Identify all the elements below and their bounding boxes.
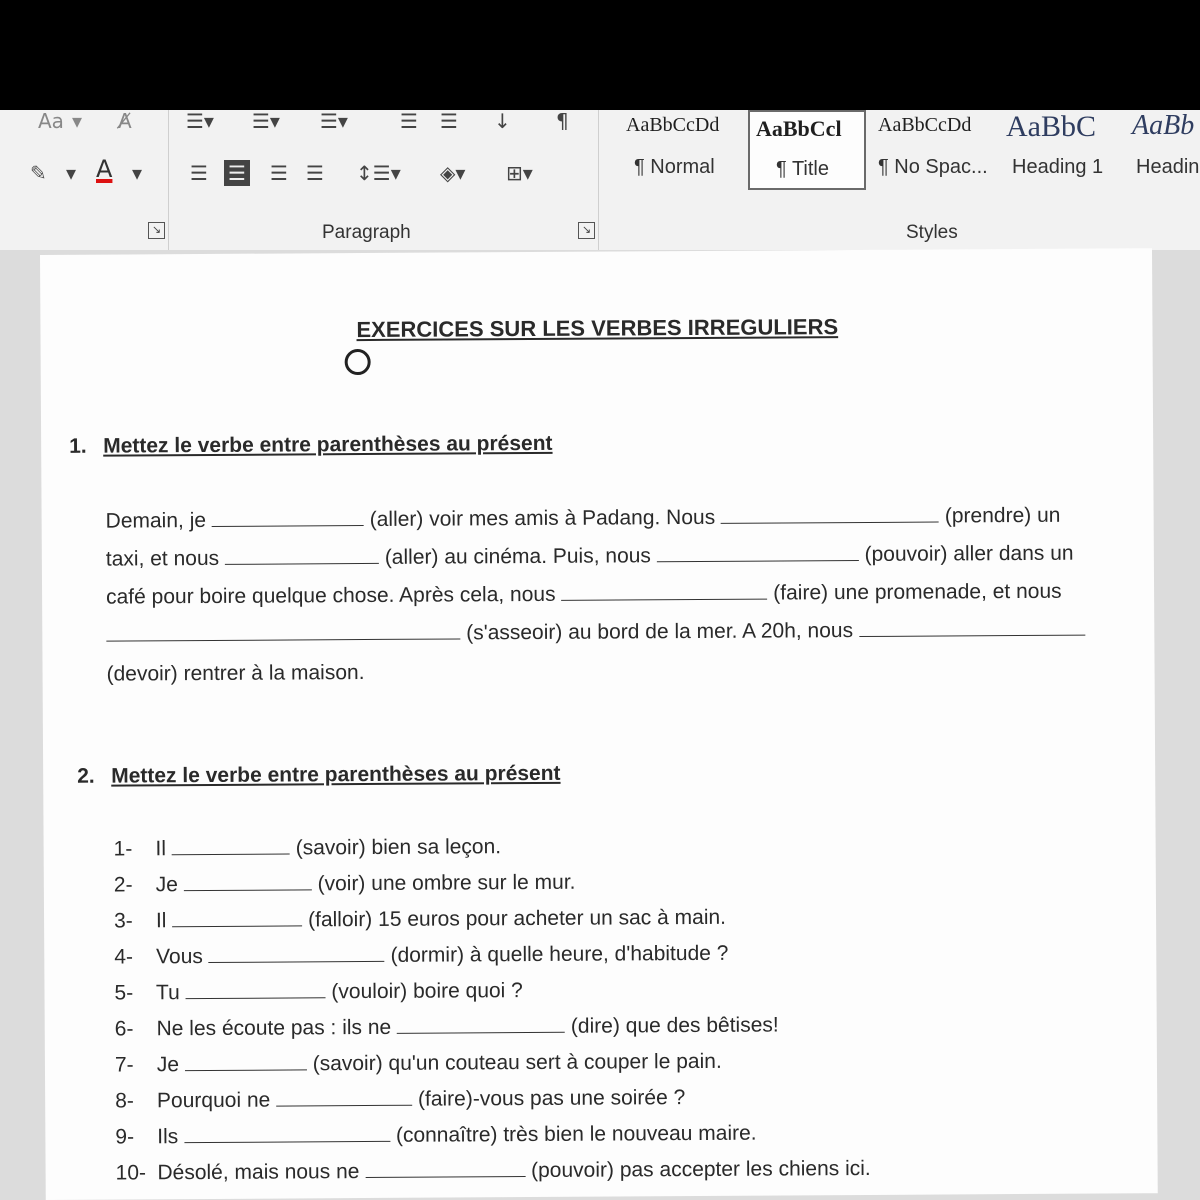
answer-blank[interactable]: [276, 1087, 412, 1107]
answer-blank[interactable]: [225, 545, 379, 565]
list-item: [115, 1013, 779, 1042]
justify-icon[interactable]: ☰: [306, 161, 324, 185]
answer-blank[interactable]: [209, 943, 385, 963]
numbering-icon[interactable]: ☰▾: [252, 109, 280, 133]
item-number: 5-: [114, 981, 134, 1005]
line-spacing-icon[interactable]: ↕☰▾: [356, 161, 401, 185]
ribbon: [0, 110, 1200, 251]
text: café pour boire quelque chose. Après cela, nous: [106, 582, 556, 609]
text: (aller) au cinéma. Puis, nous: [384, 544, 651, 569]
text: taxi, et nous: [105, 546, 220, 571]
exercise2-heading: Mettez le verbe entre parenthèses au présent: [111, 761, 561, 788]
dropdown-arrow-icon[interactable]: ▾: [132, 161, 143, 185]
style-normal[interactable]: [620, 110, 742, 190]
style-title[interactable]: [748, 110, 866, 190]
shading-icon[interactable]: ◈▾: [440, 161, 466, 185]
style-heading-2[interactable]: [1126, 110, 1200, 190]
multilevel-list-icon[interactable]: ☰▾: [320, 109, 348, 133]
item-subject: Ne les écoute pas : ils ne: [156, 1015, 392, 1041]
exercise1-line-4: [106, 617, 1085, 648]
style-name: ¶ Normal: [634, 156, 715, 178]
exercise1-line-5: [106, 661, 364, 687]
document-title: EXERCICES SUR LES VERBES IRREGULIERS: [356, 314, 839, 343]
paragraph-group-label: Paragraph: [322, 222, 411, 243]
item-rest: (vouloir) boire quoi ?: [331, 979, 523, 1004]
exercise1-line-1: [106, 503, 1061, 534]
item-subject: Ils: [157, 1125, 179, 1149]
item-rest: (voir) une ombre sur le mur.: [317, 870, 576, 896]
answer-blank[interactable]: [721, 504, 939, 524]
item-number: 2-: [113, 873, 133, 897]
align-center-icon[interactable]: ☰: [224, 160, 250, 186]
list-item: [114, 905, 726, 934]
font-dialog-launcher-icon[interactable]: ↘: [148, 222, 165, 239]
style-name: ¶ No Spac...: [878, 156, 988, 178]
highlighter-icon[interactable]: ✎: [30, 161, 47, 185]
style-name: Headin: [1136, 156, 1200, 178]
align-right-icon[interactable]: ☰: [270, 161, 288, 185]
item-number: 1-: [113, 837, 133, 861]
list-item: [114, 870, 576, 898]
text: Demain, je: [105, 508, 207, 533]
show-formatting-icon[interactable]: ¶: [556, 109, 569, 133]
text: (aller) voir mes amis à Padang. Nous: [369, 505, 716, 531]
change-case-icon[interactable]: Aa: [38, 109, 64, 133]
item-number: 7-: [114, 1053, 134, 1077]
paragraph-dialog-launcher-icon[interactable]: ↘: [578, 222, 595, 239]
item-subject: Vous: [156, 945, 203, 969]
text: (faire) une promenade, et nous: [773, 579, 1062, 605]
text: (pouvoir) aller dans un: [864, 541, 1074, 566]
sort-icon[interactable]: ↓: [494, 109, 511, 133]
list-item: [114, 834, 502, 861]
answer-blank[interactable]: [397, 1014, 565, 1034]
increase-indent-icon[interactable]: ☰: [440, 109, 458, 133]
text: (s'asseoir) au bord de la mer. A 20h, nous: [466, 619, 854, 645]
style-preview: AaBbCcDd: [626, 114, 720, 136]
exercise1-line-3: [106, 579, 1062, 610]
dropdown-arrow-icon[interactable]: ▾: [72, 109, 83, 133]
item-number: 9-: [115, 1125, 135, 1149]
list-item: [115, 1085, 685, 1113]
font-color-icon[interactable]: A: [96, 155, 113, 183]
item-subject: Désolé, mais nous ne: [157, 1160, 360, 1185]
answer-blank[interactable]: [172, 835, 290, 855]
item-rest: (pouvoir) pas accepter les chiens ici.: [531, 1156, 871, 1183]
item-number: 10-: [115, 1161, 147, 1185]
exercise1-heading: Mettez le verbe entre parenthèses au présent: [103, 431, 553, 458]
styles-group-label: Styles: [906, 222, 958, 243]
answer-blank[interactable]: [212, 507, 364, 527]
exercise1-number: 1.: [69, 434, 87, 458]
item-subject: Tu: [155, 981, 180, 1005]
item-subject: Je: [155, 873, 178, 897]
group-separator: [168, 110, 169, 250]
item-number: 3-: [113, 909, 133, 933]
item-rest: (savoir) qu'un couteau sert à couper le pain.: [312, 1049, 722, 1076]
group-separator: [598, 110, 599, 250]
item-number: 4-: [114, 945, 134, 969]
style-preview: AaBbC: [1006, 110, 1096, 143]
decrease-indent-icon[interactable]: ☰: [400, 109, 418, 133]
item-subject: Il: [155, 909, 167, 933]
answer-blank[interactable]: [172, 907, 302, 927]
exercise2-number: 2.: [77, 764, 95, 788]
answer-blank[interactable]: [184, 1123, 390, 1143]
text: (prendre) un: [944, 503, 1061, 528]
item-subject: Pourquoi ne: [156, 1088, 271, 1113]
list-item: [114, 978, 522, 1005]
answer-blank[interactable]: [106, 620, 460, 641]
borders-icon[interactable]: ⊞▾: [506, 161, 533, 185]
exercise1-line-2: [106, 541, 1074, 572]
item-rest: (connaître) très bien le nouveau maire.: [395, 1121, 757, 1147]
item-rest: (dormir) à quelle heure, d'habitude ?: [390, 941, 729, 967]
item-rest: (dire) que des bêtises!: [570, 1013, 779, 1038]
list-item: [114, 941, 728, 970]
mouse-cursor-circle: [345, 349, 371, 375]
answer-blank[interactable]: [184, 871, 312, 891]
item-rest: (faire)-vous pas une soirée ?: [417, 1086, 686, 1111]
list-item: [115, 1121, 756, 1150]
list-item: [116, 1156, 871, 1186]
item-rest: (savoir) bien sa leçon.: [295, 835, 502, 860]
dropdown-arrow-icon[interactable]: ▾: [66, 161, 77, 185]
item-number: 8-: [115, 1089, 134, 1113]
answer-blank[interactable]: [185, 1051, 307, 1071]
style-preview: AaBb: [1132, 110, 1195, 141]
answer-blank[interactable]: [365, 1158, 525, 1178]
bullets-icon[interactable]: ☰▾: [186, 109, 214, 133]
style-no-spacing[interactable]: [872, 110, 992, 190]
text: (devoir) rentrer à la maison.: [106, 661, 365, 686]
item-subject: Je: [156, 1053, 180, 1077]
item-number: 6-: [114, 1017, 134, 1041]
clear-formatting-icon[interactable]: A̸: [118, 109, 132, 133]
style-preview: AaBbCcl: [756, 116, 842, 141]
item-rest: (falloir) 15 euros pour acheter un sac à main.: [308, 905, 727, 932]
answer-blank[interactable]: [859, 617, 1085, 637]
list-item: [115, 1049, 722, 1078]
style-preview: AaBbCcDd: [878, 114, 972, 136]
document-page[interactable]: [40, 248, 1158, 1200]
style-name: ¶ Title: [776, 158, 829, 180]
style-heading-1[interactable]: [1000, 110, 1124, 190]
style-name: Heading 1: [1012, 156, 1104, 178]
answer-blank[interactable]: [185, 979, 325, 999]
answer-blank[interactable]: [561, 581, 767, 601]
answer-blank[interactable]: [657, 542, 859, 562]
align-left-icon[interactable]: ☰: [190, 161, 208, 185]
item-subject: Il: [155, 837, 167, 861]
